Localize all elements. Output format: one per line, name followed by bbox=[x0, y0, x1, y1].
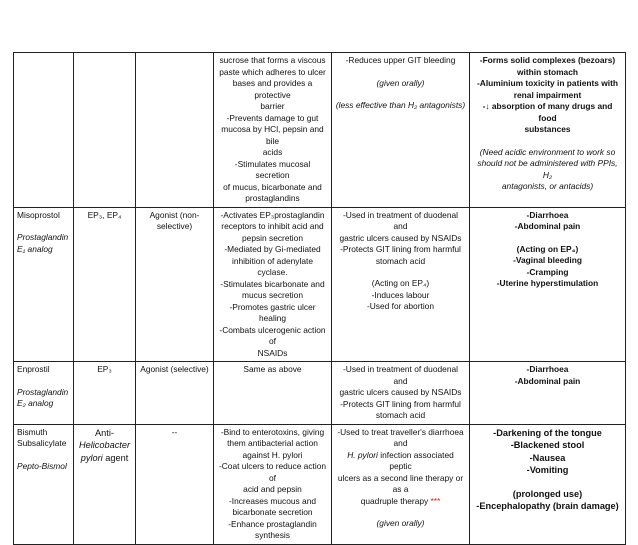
text-span: quadruple therapy bbox=[360, 495, 431, 506]
mechanism-cell bbox=[214, 207, 332, 362]
drug-cell bbox=[14, 362, 74, 425]
text-line: Same as above bbox=[243, 364, 302, 374]
text-line bbox=[335, 450, 466, 473]
text-span: H. pylori bbox=[347, 449, 378, 460]
effects-cell bbox=[470, 362, 626, 425]
text-line: -↓ absorption of many drugs and food bbox=[482, 101, 613, 123]
table-row bbox=[14, 207, 626, 362]
text-line: -Activates EP₃prostaglandin bbox=[220, 209, 325, 220]
spacer bbox=[17, 376, 70, 387]
text-span: Anti- bbox=[95, 427, 114, 438]
action-cell bbox=[136, 424, 214, 544]
text-line: -Forms solid complexes (bezoars) bbox=[479, 55, 616, 65]
text-line: (Need acidic environment to work so bbox=[479, 146, 616, 157]
text-line: -Nausea bbox=[529, 452, 566, 463]
spacer bbox=[17, 450, 70, 461]
effects-cell bbox=[470, 207, 626, 362]
text-span: Helicobacter pylori bbox=[78, 440, 131, 463]
text-line: -Bind to enterotoxins, giving bbox=[220, 426, 325, 437]
text-line: ulcers as a second line therapy or as a bbox=[337, 472, 464, 494]
uses-cell bbox=[332, 424, 470, 544]
text-line: receptors to inhibit acid and bbox=[221, 221, 324, 231]
text-line: -Diarrhoea bbox=[526, 209, 569, 220]
spacer bbox=[473, 477, 622, 488]
text-line: inhibition of adenylate cyclase. bbox=[231, 255, 314, 277]
text-line: -Used in treatment of duodenal and bbox=[343, 209, 458, 231]
text-line: -Uterine hyperstimulation bbox=[496, 278, 599, 288]
text-line: -Reduces upper GIT bleeding bbox=[345, 55, 456, 65]
drug-class: Prostaglandin E₂ analog bbox=[17, 386, 69, 408]
spacer bbox=[335, 267, 466, 278]
mechanism-cell bbox=[214, 424, 332, 544]
receptor-label: EP₃, EP₄ bbox=[87, 209, 122, 220]
mechanism-cell bbox=[214, 362, 332, 425]
drug-name: Bismuth Subsalicylate bbox=[17, 426, 67, 448]
text-line: -Vaginal bleeding bbox=[513, 255, 582, 265]
text-line: -Encephalopathy (brain damage) bbox=[476, 501, 619, 512]
receptor-cell bbox=[74, 424, 136, 544]
drug-table bbox=[13, 52, 626, 545]
table-row bbox=[14, 424, 626, 544]
text-line: substances bbox=[524, 124, 571, 134]
text-line: -Induces labour bbox=[371, 289, 430, 300]
text-line: paste which adheres to ulcer bbox=[219, 66, 326, 77]
text-line: antagonists, or antacids) bbox=[501, 181, 594, 191]
text-line: -Stimulates mucosal secretion bbox=[234, 158, 311, 180]
uses-cell bbox=[332, 207, 470, 362]
text-line: -Darkening of the tongue bbox=[493, 427, 602, 438]
text-line: acid and pepsin bbox=[243, 484, 302, 494]
text-line: -Abdominal pain bbox=[514, 221, 581, 231]
text-line: sucrose that forms a viscous bbox=[219, 55, 326, 65]
text-line: -Diarrhoea bbox=[526, 364, 569, 374]
text-line: -Abdominal pain bbox=[514, 375, 581, 386]
spacer bbox=[473, 233, 622, 244]
text-line: -Promotes gastric ulcer healing bbox=[229, 301, 316, 323]
text-line: renal impairment bbox=[513, 89, 582, 100]
text-line: of mucus, bicarbonate and bbox=[223, 181, 322, 192]
text-line: against H. pylori bbox=[242, 449, 303, 460]
text-line: them antibacterial action bbox=[227, 438, 318, 448]
text-line: NSAIDs bbox=[257, 347, 288, 358]
text-line: (less effective than H₂ antagonists) bbox=[335, 100, 466, 110]
text-line: bases and provides a protective bbox=[232, 78, 313, 100]
action-label: Agonist (non-selective) bbox=[149, 209, 200, 231]
spacer bbox=[335, 507, 466, 518]
text-line: mucus secretion bbox=[242, 290, 303, 300]
text-line: pepsin secretion bbox=[242, 232, 303, 243]
action-cell bbox=[136, 53, 214, 208]
drug-class: Prostaglandin E₁ analog bbox=[17, 232, 69, 254]
text-line: mucosa by HCl, pepsin and bile bbox=[221, 124, 324, 146]
text-line: acids bbox=[262, 147, 283, 157]
uses-cell bbox=[332, 362, 470, 425]
text-line: -Used in treatment of duodenal and bbox=[343, 364, 458, 386]
text-line: -Combats ulcerogenic action of bbox=[219, 324, 326, 346]
text-line: synthesis bbox=[255, 530, 290, 540]
text-line: -Stimulates bicarbonate and bbox=[220, 278, 325, 289]
drug-cell bbox=[14, 53, 74, 208]
action-label: Agonist (selective) bbox=[140, 364, 209, 374]
text-line: -Vomiting bbox=[526, 465, 569, 476]
text-line: (Acting on EP₄) bbox=[516, 243, 579, 254]
spacer bbox=[473, 136, 622, 147]
drug-brand: Pepto-Bismol bbox=[17, 460, 67, 471]
text-line: (Acting on EP₄) bbox=[371, 278, 430, 288]
table-row bbox=[14, 362, 626, 425]
text-line: -Used for abortion bbox=[366, 301, 435, 311]
spacer bbox=[335, 67, 466, 78]
text-line: stomach acid bbox=[375, 255, 426, 266]
mechanism-cell bbox=[214, 53, 332, 208]
text-line: -Coat ulcers to reduce action of bbox=[218, 461, 327, 483]
text-line: (given orally) bbox=[376, 77, 425, 88]
text-line: -Mediated by Gi-mediated bbox=[224, 244, 321, 254]
text-line: -Blackened stool bbox=[510, 440, 585, 451]
action-cell bbox=[136, 362, 214, 425]
drug-cell bbox=[14, 207, 74, 362]
text-span: infection associated peptic bbox=[377, 449, 454, 471]
text-line: -Increases mucous and bbox=[228, 495, 317, 506]
receptor-cell bbox=[74, 207, 136, 362]
drug-cell bbox=[14, 424, 74, 544]
spacer bbox=[335, 89, 466, 100]
receptor-cell bbox=[74, 362, 136, 425]
text-line: -Aluminium toxicity in patients with bbox=[477, 78, 618, 88]
text-line: within stomach bbox=[517, 66, 578, 77]
text-line: -Protects GIT lining from harmful bbox=[340, 244, 461, 254]
asterisks: *** bbox=[430, 495, 441, 506]
text-line: -Cramping bbox=[526, 266, 569, 277]
text-line: should not be administered with PPIs, H₂ bbox=[477, 158, 618, 180]
text-line: barrier bbox=[260, 101, 285, 111]
text-line: prostaglandins bbox=[245, 193, 300, 203]
text-line: -Prevents damage to gut bbox=[226, 112, 319, 123]
receptor-label bbox=[77, 427, 132, 465]
text-line: (given orally) bbox=[376, 518, 425, 528]
table-row bbox=[14, 53, 626, 208]
text-line: -Used to treat traveller's diarrhoea and bbox=[337, 426, 464, 448]
effects-cell bbox=[470, 53, 626, 208]
text-line: -Enhance prostaglandin bbox=[228, 518, 317, 529]
text-line: gastric ulcers caused by NSAIDs bbox=[339, 232, 462, 243]
drug-name: Misoprostol bbox=[17, 209, 60, 220]
uses-cell bbox=[332, 53, 470, 208]
text-line: (prolonged use) bbox=[512, 488, 583, 499]
text-line: -Protects GIT lining from harmful bbox=[340, 398, 461, 409]
text-span: agent bbox=[102, 452, 129, 463]
effects-cell bbox=[470, 424, 626, 544]
action-label: -- bbox=[171, 426, 178, 437]
text-line: gastric ulcers caused by NSAIDs bbox=[339, 387, 462, 397]
text-line: stomach acid bbox=[375, 410, 426, 420]
drug-name: Enprostil bbox=[17, 364, 50, 374]
receptor-cell bbox=[74, 53, 136, 208]
action-cell bbox=[136, 207, 214, 362]
receptor-label: EP₃ bbox=[97, 364, 112, 374]
text-line bbox=[335, 496, 466, 508]
spacer bbox=[17, 221, 70, 232]
text-line: bicarbonate secretion bbox=[232, 507, 313, 517]
